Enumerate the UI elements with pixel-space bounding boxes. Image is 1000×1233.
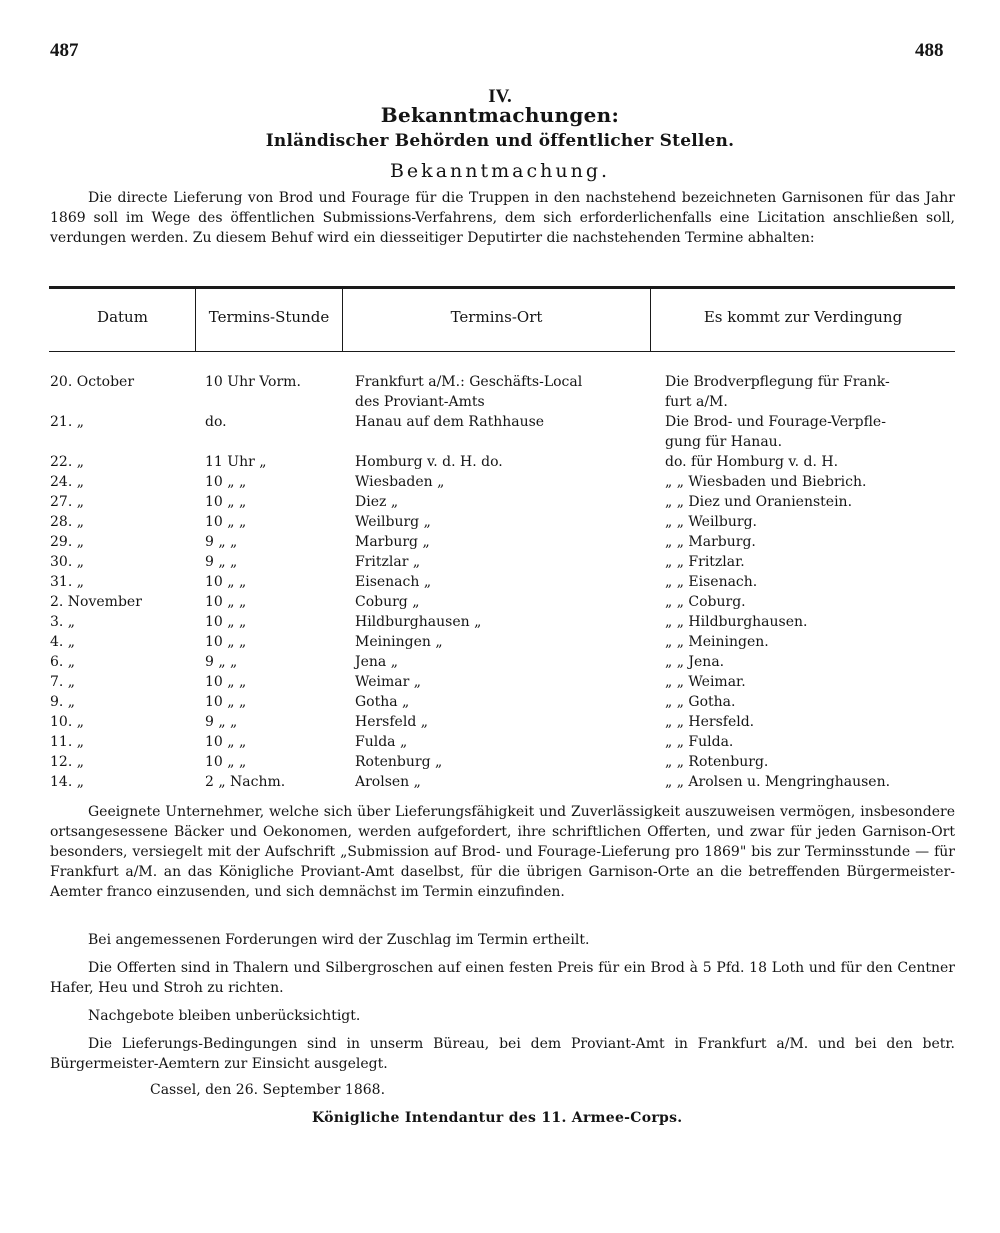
cell-hour: 10 „ „ [205,634,247,650]
conditions-paragraph: Die Lieferungs-Bedingungen sind in unserm Büreau, bei dem Proviant-Amt in Frankfurt a/M. und bei den betr. Bürgermeister-Aemtern zur Einsicht ausgelegt. [50,1036,955,1072]
cell-contract: „ „ Eisenach. [665,574,758,590]
cell-contract: „ „ Rotenburg. [665,754,769,770]
table-row [0,532,1000,552]
cell-place: Meiningen „ [355,634,443,650]
cell-place: Weimar „ [355,674,422,690]
cell-hour: 9 „ „ [205,654,238,670]
cell-contract: gung für Hanau. [665,434,783,450]
table-row [0,632,1000,652]
cell-contract: „ „ Diez und Oranienstein. [665,494,853,510]
cell-place: Diez „ [355,494,399,510]
cell-date: 10. „ [50,714,84,730]
table-row [0,752,1000,772]
cell-contract: „ „ Weimar. [665,674,746,690]
page-number-right: 488 [915,40,944,61]
cell-place: Rotenburg „ [355,754,443,770]
cell-date: 14. „ [50,774,84,790]
section-number: IV. [488,86,512,107]
cell-hour: 9 „ „ [205,554,238,570]
cell-date: 30. „ [50,554,84,570]
cell-place: Marburg „ [355,534,430,550]
table-row [0,692,1000,712]
place-date: Cassel, den 26. September 1868. [150,1082,386,1098]
table-row [0,772,1000,792]
cell-contract: „ „ Meiningen. [665,634,769,650]
header-place: Termins-Ort [450,308,543,326]
cell-contract: „ „ Hildburghausen. [665,614,808,630]
cell-contract: „ „ Gotha. [665,694,736,710]
header-hour: Termins-Stunde [208,308,330,326]
cell-place: Hanau auf dem Rathhause [355,414,545,430]
late-bids-paragraph: Nachgebote bleiben unberücksichtigt. [88,1008,361,1024]
cell-date: 6. „ [50,654,76,670]
cell-date: 9. „ [50,694,76,710]
price-paragraph: Die Offerten sind in Thalern und Silbergroschen auf einen festen Preis für ein Brod à 5 Pfd. 18 Loth und für den Centner Hafer, Heu und Stroh zu richten. [50,960,955,996]
cell-contract: Die Brod- und Fourage-Verpfle- [665,414,886,430]
cell-hour: 9 „ „ [205,714,238,730]
cell-place: Fulda „ [355,734,408,750]
cell-place: Wiesbaden „ [355,474,445,490]
cell-hour: 10 „ „ [205,514,247,530]
cell-place: Gotha „ [355,694,410,710]
cell-contract: „ „ Jena. [665,654,725,670]
cell-hour: 9 „ „ [205,534,238,550]
header-date: Datum [97,308,148,326]
cell-date: 20. October [50,374,135,390]
cell-hour: 11 Uhr „ [205,454,267,470]
table-row [0,372,1000,392]
cell-place: Eisenach „ [355,574,432,590]
cell-place: des Proviant-Amts [355,394,485,410]
cell-hour: 10 „ „ [205,494,247,510]
table-row [0,652,1000,672]
table-row [0,712,1000,732]
cell-hour: 2 „ Nachm. [205,774,286,790]
cell-contract: Die Brodverpflegung für Frank- [665,374,890,390]
cell-date: 24. „ [50,474,84,490]
cell-contract: „ „ Weilburg. [665,514,757,530]
cell-date: 27. „ [50,494,84,510]
cell-place: Hildburghausen „ [355,614,482,630]
table-row [0,412,1000,432]
cell-place: Frankfurt a/M.: Geschäfts-Local [355,374,583,390]
cell-date: 11. „ [50,734,84,750]
cell-place: Arolsen „ [355,774,421,790]
cell-date: 29. „ [50,534,84,550]
cell-place: Jena „ [355,654,398,670]
table-row [0,392,1000,412]
cell-place: Homburg v. d. H. do. [355,454,503,470]
cell-place: Hersfeld „ [355,714,428,730]
cell-place: Fritzlar „ [355,554,421,570]
award-paragraph: Bei angemessenen Forderungen wird der Zuschlag im Termin ertheilt. [88,932,590,948]
cell-date: 3. „ [50,614,76,630]
table-row [0,472,1000,492]
cell-hour: 10 „ „ [205,474,247,490]
cell-contract: „ „ Fritzlar. [665,554,745,570]
cell-contract: „ „ Arolsen u. Mengringhausen. [665,774,891,790]
cell-hour: 10 „ „ [205,734,247,750]
cell-date: 21. „ [50,414,84,430]
table-row [0,552,1000,572]
cell-contract: „ „ Wiesbaden und Biebrich. [665,474,867,490]
table-row [0,452,1000,472]
cell-contract: „ „ Fulda. [665,734,734,750]
cell-hour: 10 „ „ [205,574,247,590]
table-row [0,672,1000,692]
cell-date: 12. „ [50,754,84,770]
cell-date: 2. November [50,594,142,610]
cell-place: Coburg „ [355,594,420,610]
cell-contract: „ „ Hersfeld. [665,714,755,730]
cell-date: 4. „ [50,634,76,650]
cell-hour: 10 „ „ [205,614,247,630]
cell-date: 31. „ [50,574,84,590]
notice-title: Bekanntmachung. [389,160,611,182]
table-row [0,512,1000,532]
sub-heading: Inländischer Behörden und öffentlicher Stellen. [265,131,735,151]
table-row [0,432,1000,452]
signature: Königliche Intendantur des 11. Armee-Corps. [312,1110,683,1126]
main-heading: Bekanntmachungen: [380,103,620,127]
cell-contract: do. für Homburg v. d. H. [665,454,839,470]
cell-hour: do. [205,414,227,430]
cell-hour: 10 Uhr Vorm. [205,374,301,390]
table-row [0,592,1000,612]
table-row [0,732,1000,752]
terms-paragraph: Geeignete Unternehmer, welche sich über Lieferungsfähigkeit und Zuverlässigkeit auszuweisen vermögen, insbesondere ortsangesessene Bäcker und Oekonomen, werden aufgefordert, ihre schriftlichen Offerten, und zwar für jeden Garnison-Ort besonders, versiegelt mit der Aufschrift „Submission auf Brod- und Fourage-Lieferung pro 1869" bis zur Terminsstunde — für Frankfurt a/M. an das Königliche Proviant-Amt daselbst, für die übrigen Garnison-Orte an die betreffenden Bürgermeister-Aemter franco einzusenden, und sich demnächst im Termin einzufinden. [50,804,955,900]
cell-date: 22. „ [50,454,84,470]
table-row [0,492,1000,512]
table-top-rule [49,286,955,289]
header-contract: Es kommt zur Verdingung [703,308,903,326]
cell-contract: „ „ Coburg. [665,594,746,610]
table-row [0,572,1000,592]
table-row [0,612,1000,632]
cell-place: Weilburg „ [355,514,431,530]
page-number-left: 487 [50,40,79,61]
cell-date: 28. „ [50,514,84,530]
table-header-rule [49,351,955,352]
cell-hour: 10 „ „ [205,594,247,610]
cell-hour: 10 „ „ [205,754,247,770]
cell-contract: „ „ Marburg. [665,534,756,550]
cell-date: 7. „ [50,674,76,690]
cell-hour: 10 „ „ [205,674,247,690]
cell-contract: furt a/M. [665,394,728,410]
cell-hour: 10 „ „ [205,694,247,710]
intro-paragraph: Die directe Lieferung von Brod und Fourage für die Truppen in den nachstehend bezeichneten Garnisonen für das Jahr 1869 soll im Wege des öffentlichen Submissions-Verfahrens, dem sich erforderlichenfalls eine Licitation anschließen soll, verdungen werden. Zu diesem Behuf wird ein diesseitiger Deputirter die nachstehenden Termine abhalten: [50,190,955,246]
